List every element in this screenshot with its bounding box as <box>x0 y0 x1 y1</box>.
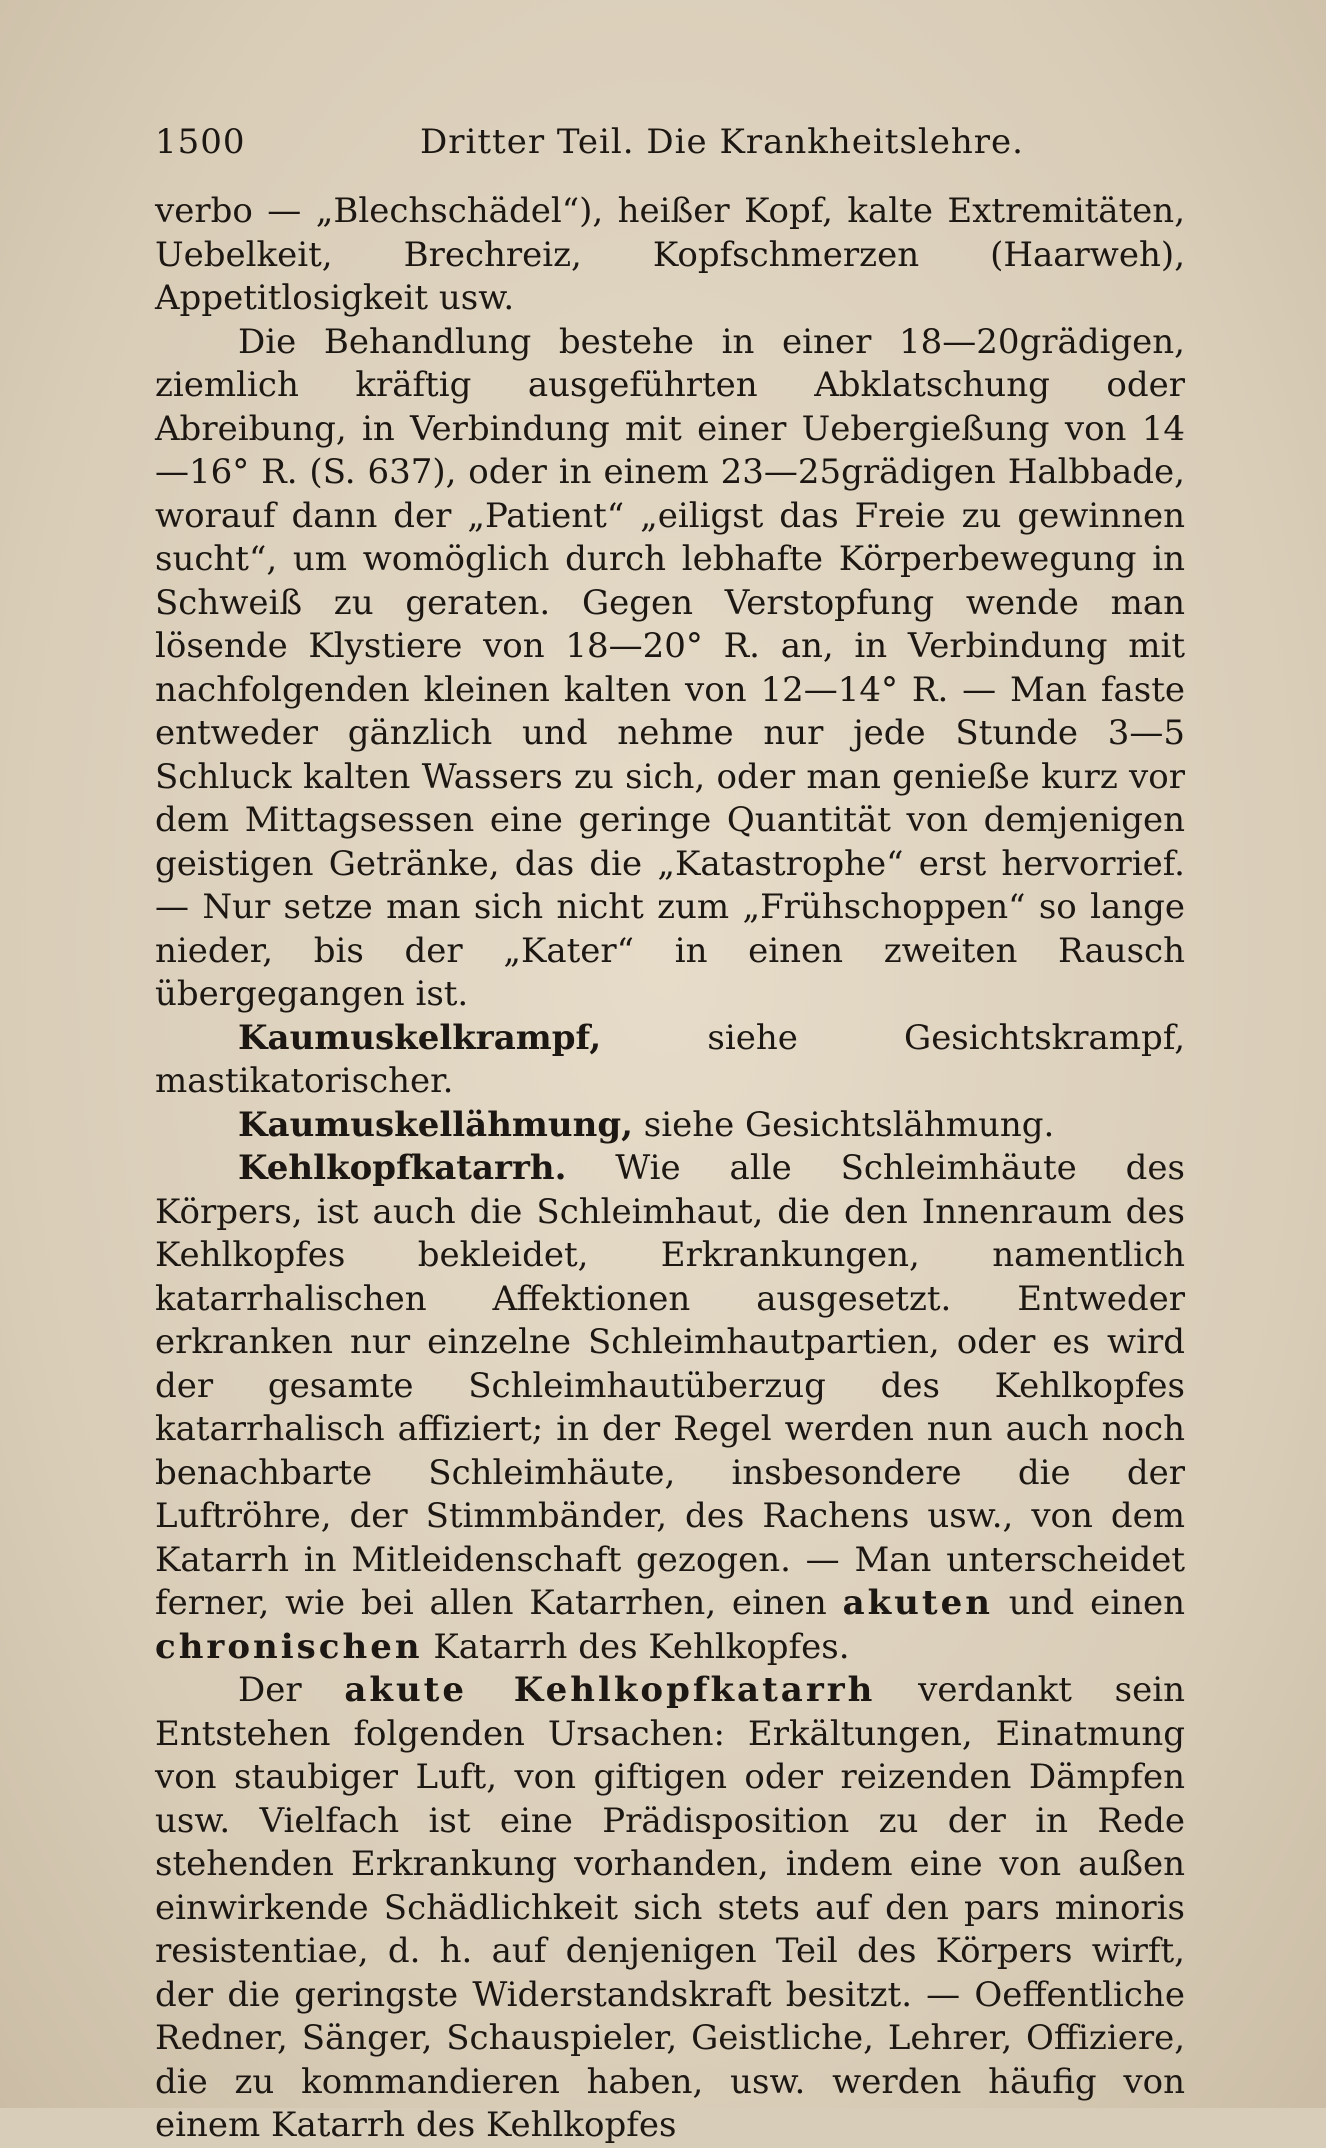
entry-text: Katarrh des Kehlkopfes. <box>422 1626 850 1667</box>
page-header <box>155 120 1185 164</box>
entry-kaumuskelkrampf <box>155 1017 1185 1104</box>
paragraph-acute-causes <box>155 1669 1185 2148</box>
entry-kehlkopfkatarrh <box>155 1147 1185 1669</box>
entry-headword: Kehlkopfkatarrh. <box>238 1148 567 1188</box>
paragraph-text: Der <box>238 1670 345 1710</box>
entry-text: siehe Gesichtskrampf, mastikatorischer. <box>155 1017 1185 1101</box>
entry-text: und einen <box>992 1583 1185 1623</box>
emphasis-chronischen: chronischen <box>155 1626 423 1667</box>
paragraph-treatment: Die Behandlung bestehe in einer 18—20grädigen, ziemlich kräftig ausgeführten Abklatschung oder Abreibung, in Verbindung mit einer Uebergießung von 14—16° R. (S. 637), oder in einem 23—25grädigen Halbbade, worauf dann der „Patient“ „eiligst das Freie zu gewinnen sucht“, um womöglich durch lebhafte Körperbewegung in Schweiß zu geraten. Gegen Verstopfung wende man lösende Klystiere von 18—20° R. an, in Verbindung mit nachfolgenden kleinen kalten von 12—14° R. — Man faste entweder gänzlich und nehme nur jede Stunde 3—5 Schluck kalten Wassers zu sich, oder man genieße kurz vor dem Mittagsessen eine geringe Quantität von demjenigen geistigen Getränke, das die „Katastrophe“ erst hervorrief. — Nur setze man sich nicht zum „Frühschoppen“ so lange nieder, bis der „Kater“ in einen zweiten Rausch übergegangen ist. <box>155 321 1185 1014</box>
emphasis-akuten: akuten <box>842 1583 993 1623</box>
running-head: Dritter Teil. Die Krankheitslehre. <box>420 122 1024 162</box>
entry-text: siehe Gesichtslähmung. <box>632 1104 1055 1145</box>
entry-kaumuskellaehmung <box>155 1104 1185 1148</box>
entry-headword: Kaumuskelkrampf, <box>238 1017 602 1058</box>
entry-headword: Kaumuskellähmung, <box>238 1104 633 1145</box>
emphasis-akute-kehlkopfkatarrh: akute Kehlkopfkatarrh <box>344 1670 876 1710</box>
paragraph-text: verdankt sein Entstehen folgenden Ursachen: Erkältungen, Einatmung von staubiger Luft, von giftigen oder reizenden Dämpfen usw. Vielfach ist eine Prädisposition zu der in Rede stehenden Erkrankung vorhanden, indem eine von außen einwirkende Schädlichkeit sich stets auf den pars minoris resistentiae, d. h. auf denjenigen Teil des Körpers wirft, der die geringste Widerstandskraft besitzt. — Oeffentliche Redner, Sänger, Schauspieler, Geistliche, Lehrer, Offiziere, die zu kommandieren haben, usw. werden häufig von einem Katarrh des Kehlkopfes <box>155 1670 1185 2145</box>
paragraph-continuation: verbo — „Blechschädel“), heißer Kopf, kalte Extremitäten, Uebelkeit, Brechreiz, Kopfschmerzen (Haarweh), Appetitlosigkeit usw. <box>155 191 1185 318</box>
text-body <box>155 190 1185 2148</box>
entry-text: Wie alle Schleimhäute des Körpers, ist auch die Schleimhaut, die den Innenraum des Kehlkopfes bekleidet, Erkrankungen, namentlich katarrhalischen Affektionen ausgesetzt. Entweder erkranken nur einzelne Schleimhautpartien, oder es wird der gesamte Schleimhautüberzug des Kehlkopfes katarrhalisch affiziert; in der Regel werden nun auch noch benachbarte Schleimhäute, insbesondere die der Luftröhre, der Stimmbänder, des Rachens usw., von dem Katarrh in Mitleidenschaft gezogen. — Man unterscheidet ferner, wie bei allen Katarrhen, einen <box>155 1148 1185 1623</box>
page-number: 1500 <box>155 122 246 162</box>
